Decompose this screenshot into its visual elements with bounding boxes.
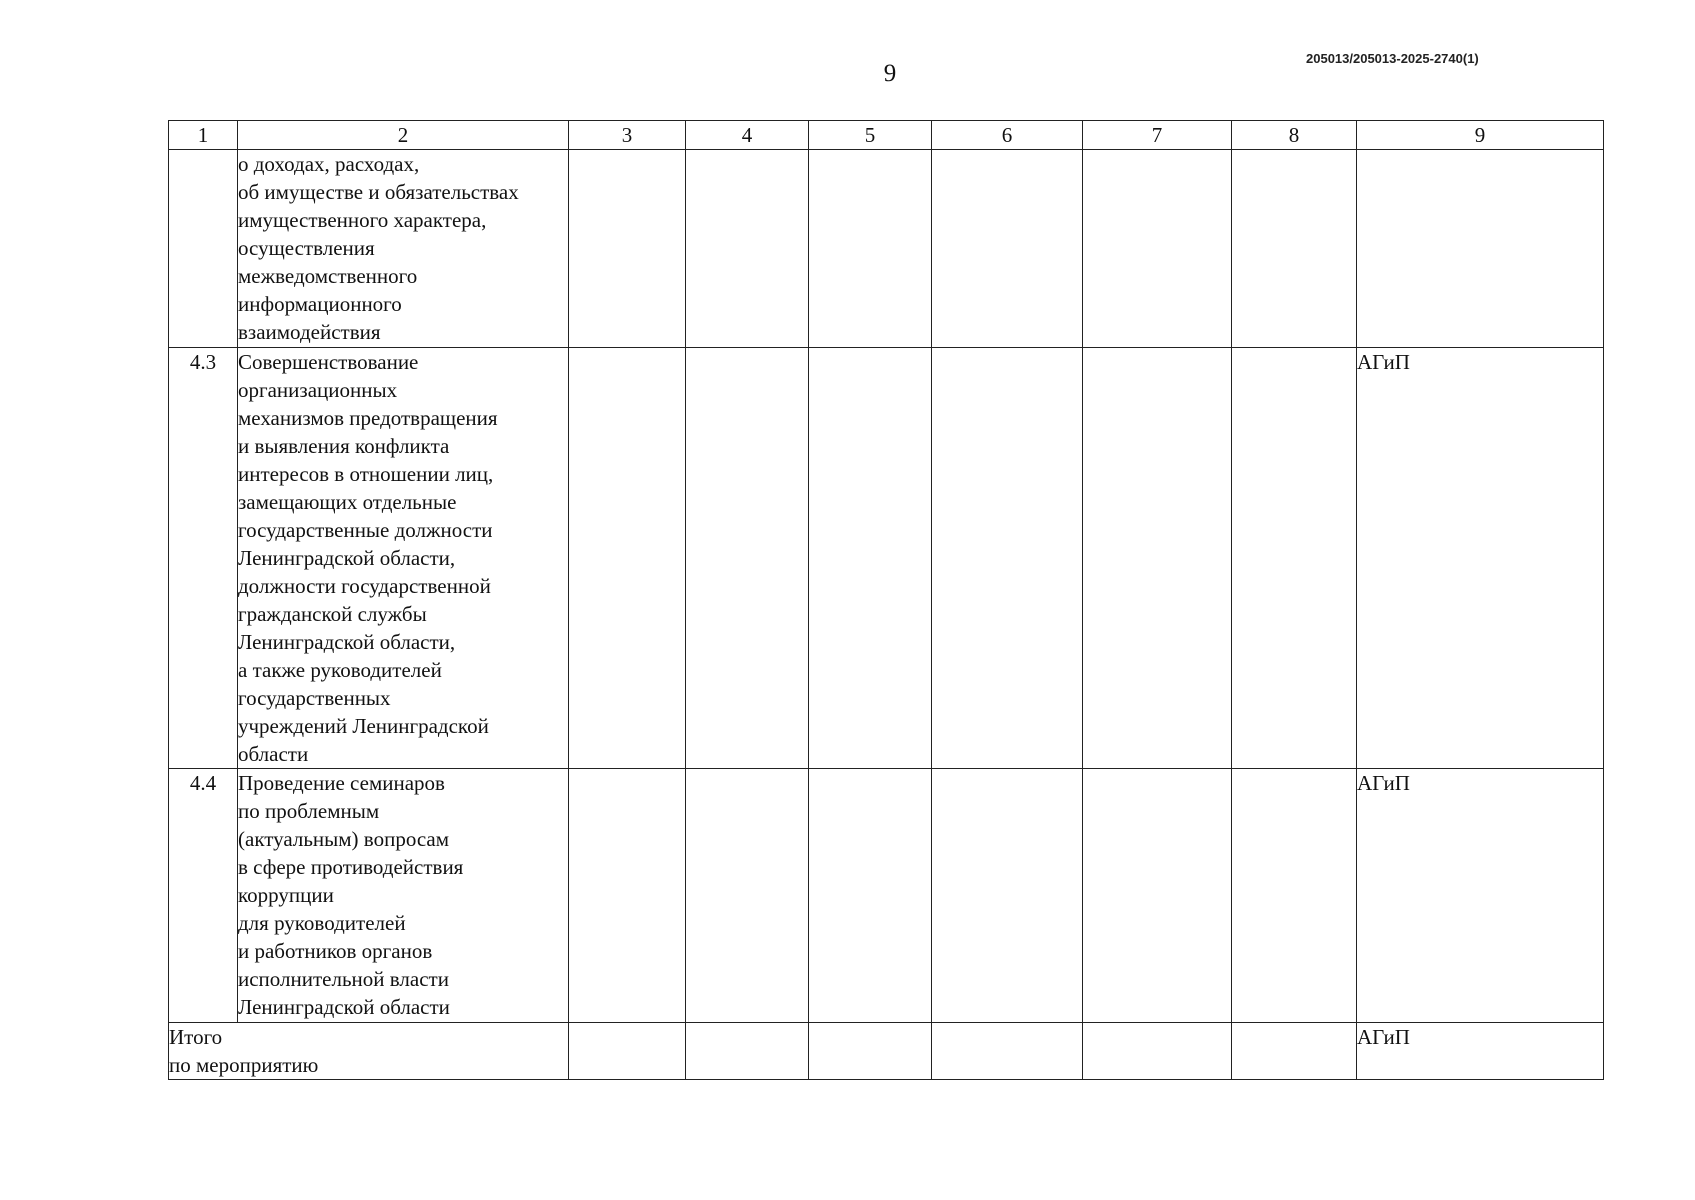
column-header: 4 (686, 121, 809, 150)
description-line: Совершенствование (238, 350, 419, 374)
document-id: 205013/205013-2025-2740(1) (1306, 51, 1479, 66)
description-line: организационных (238, 378, 398, 402)
description-line: осуществления (238, 236, 375, 260)
measures-table (168, 120, 1604, 1080)
description-line: (актуальным) вопросам (238, 827, 450, 851)
row-number: 4.4 (169, 769, 238, 1023)
total-row (169, 1023, 1604, 1080)
empty-cell (686, 150, 809, 348)
total-label-line: по мероприятию (169, 1053, 319, 1077)
description-line: об имуществе и обязательствах (238, 180, 519, 204)
column-header: 9 (1357, 121, 1604, 150)
description-line: механизмов предотвращения (238, 406, 498, 430)
measure-description (238, 150, 569, 348)
empty-cell (1232, 769, 1357, 1023)
empty-cell (809, 150, 932, 348)
row-number (169, 150, 238, 348)
description-line: по проблемным (238, 799, 380, 823)
description-line: Ленинградской области, (238, 630, 456, 654)
description-line: государственные должности (238, 518, 493, 542)
empty-cell (569, 769, 686, 1023)
table-row (169, 150, 1604, 348)
description-line: должности государственной (238, 574, 491, 598)
measure-description (238, 769, 569, 1023)
empty-cell (809, 769, 932, 1023)
description-line: коррупции (238, 883, 334, 907)
description-line: гражданской службы (238, 602, 427, 626)
responsible-cell: АГиП (1357, 1023, 1604, 1080)
column-header-row (169, 121, 1604, 150)
empty-cell (1232, 150, 1357, 348)
description-line: в сфере противодействия (238, 855, 464, 879)
description-line: и выявления конфликта (238, 434, 450, 458)
empty-cell (932, 150, 1083, 348)
empty-cell (809, 348, 932, 769)
description-line: государственных (238, 686, 391, 710)
description-line: Ленинградской области (238, 995, 450, 1019)
table-row (169, 348, 1604, 769)
column-header: 3 (569, 121, 686, 150)
empty-cell (809, 1023, 932, 1080)
description-line: учреждений Ленинградской (238, 714, 489, 738)
empty-cell (569, 348, 686, 769)
description-line: замещающих отдельные (238, 490, 457, 514)
column-header: 6 (932, 121, 1083, 150)
empty-cell (569, 150, 686, 348)
empty-cell (932, 1023, 1083, 1080)
description-line: Проведение семинаров (238, 771, 445, 795)
column-header: 5 (809, 121, 932, 150)
total-label-line: Итого (169, 1025, 223, 1049)
description-line: а также руководителей (238, 658, 442, 682)
column-header: 8 (1232, 121, 1357, 150)
description-line: о доходах, расходах, (238, 152, 420, 176)
page-number: 9 (883, 60, 897, 87)
responsible-cell: АГиП (1357, 348, 1604, 769)
description-line: взаимодействия (238, 320, 381, 344)
empty-cell (1232, 1023, 1357, 1080)
description-line: для руководителей (238, 911, 406, 935)
empty-cell (686, 1023, 809, 1080)
row-number: 4.3 (169, 348, 238, 769)
description-line: имущественного характера, (238, 208, 487, 232)
table-row (169, 769, 1604, 1023)
empty-cell (1083, 348, 1232, 769)
empty-cell (686, 348, 809, 769)
measure-description (238, 348, 569, 769)
responsible-cell: АГиП (1357, 769, 1604, 1023)
column-header: 2 (238, 121, 569, 150)
description-line: Ленинградской области, (238, 546, 456, 570)
description-line: межведомственного (238, 264, 418, 288)
column-header: 7 (1083, 121, 1232, 150)
description-line: информационного (238, 292, 402, 316)
total-label (169, 1023, 569, 1080)
empty-cell (686, 769, 809, 1023)
empty-cell (569, 1023, 686, 1080)
description-line: и работников органов (238, 939, 433, 963)
empty-cell (1232, 348, 1357, 769)
description-line: интересов в отношении лиц, (238, 462, 494, 486)
description-line: исполнительной власти (238, 967, 449, 991)
empty-cell (1083, 1023, 1232, 1080)
empty-cell (932, 348, 1083, 769)
empty-cell (1083, 769, 1232, 1023)
description-line: области (238, 742, 309, 766)
empty-cell (1083, 150, 1232, 348)
column-header: 1 (169, 121, 238, 150)
empty-cell (932, 769, 1083, 1023)
responsible-cell (1357, 150, 1604, 348)
